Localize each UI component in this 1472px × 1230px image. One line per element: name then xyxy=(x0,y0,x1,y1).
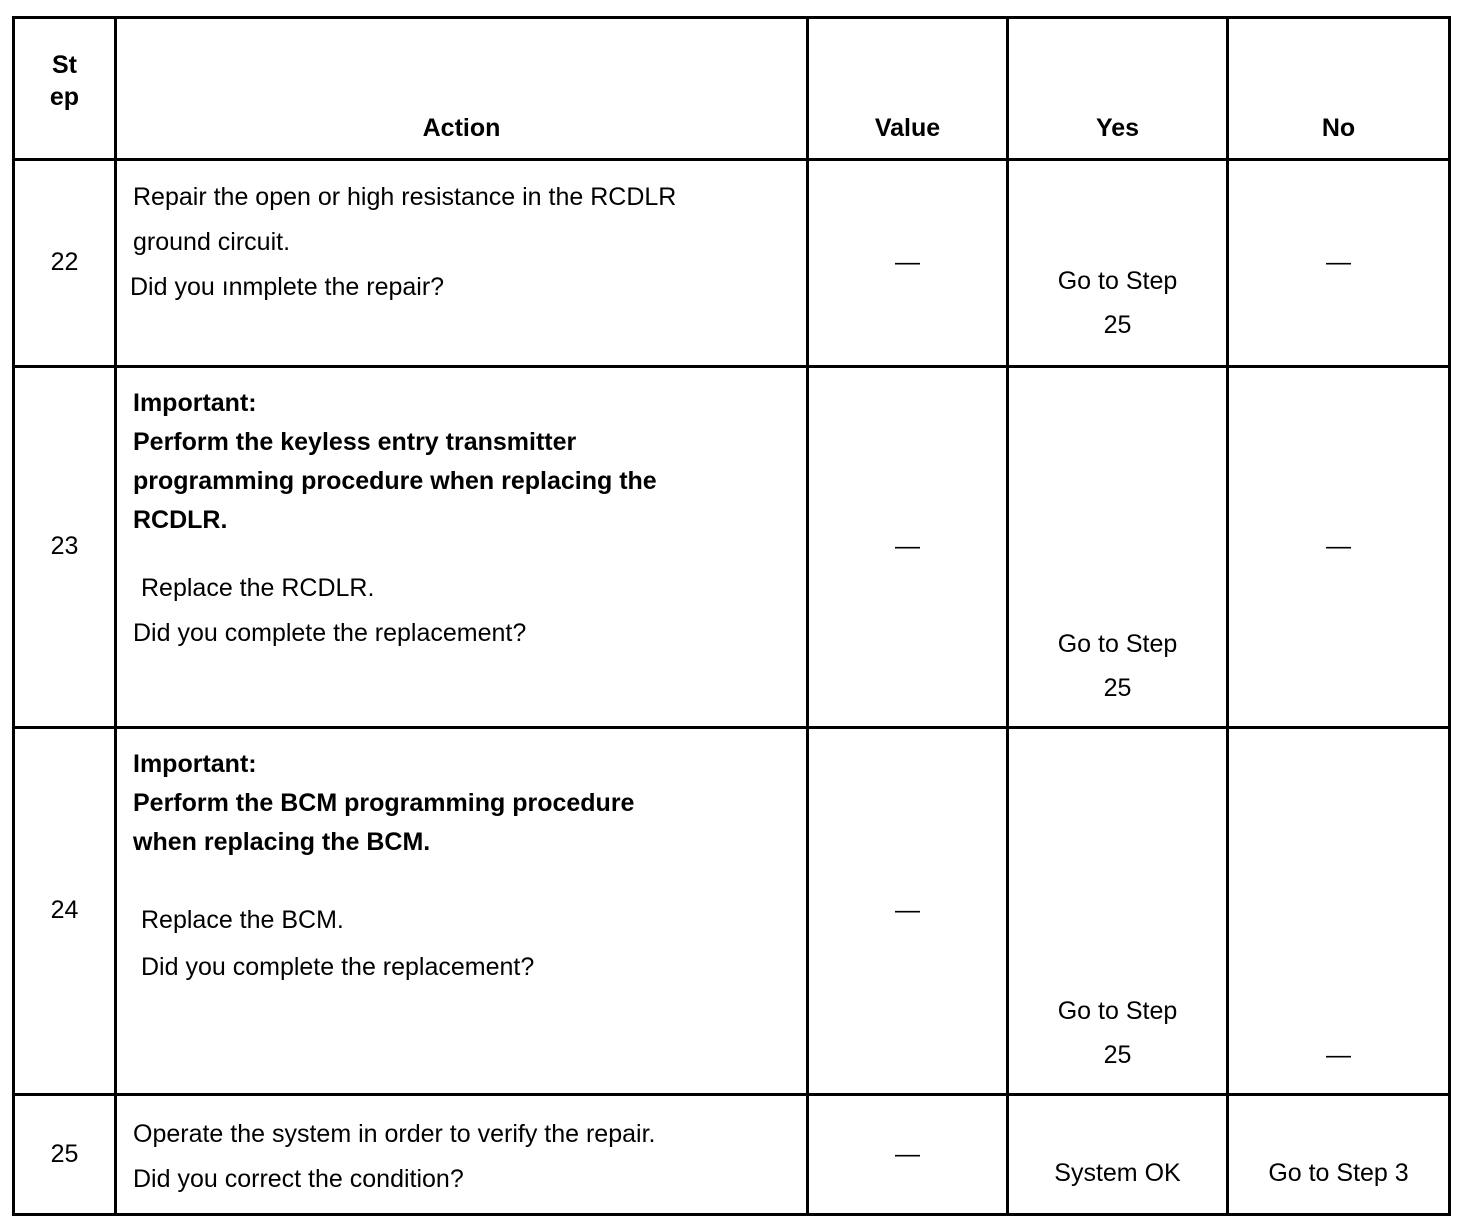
action-cell xyxy=(116,728,808,1095)
value-cell: — xyxy=(808,1095,1008,1215)
no-cell xyxy=(1228,1095,1450,1215)
header-value: Value xyxy=(808,18,1008,160)
action-line: Repair the open or high resistance in the RCDLR xyxy=(133,183,677,211)
step-number: 25 xyxy=(14,1095,116,1215)
header-step-line1: St xyxy=(52,51,77,80)
important-line: Perform the keyless entry transmitter xyxy=(133,428,577,456)
no-value: Go to Step 3 xyxy=(1268,1159,1409,1187)
yes-cell xyxy=(1008,728,1228,1095)
header-yes: Yes xyxy=(1008,18,1228,160)
yes-line: Go to Step xyxy=(1057,997,1178,1025)
table-row-23 xyxy=(14,367,1450,728)
no-cell: — xyxy=(1228,160,1450,367)
no-cell xyxy=(1228,728,1450,1095)
value-cell: — xyxy=(808,728,1008,1095)
yes-line: 25 xyxy=(1103,674,1132,702)
action-line: Did you correct the condition? xyxy=(133,1165,464,1193)
yes-line: Go to Step xyxy=(1057,630,1178,658)
no-cell: — xyxy=(1228,367,1450,728)
header-no: No xyxy=(1228,18,1450,160)
action-line: Replace the RCDLR. xyxy=(141,574,375,602)
action-line: Did you complete the replacement? xyxy=(133,619,527,647)
important-line: programming procedure when replacing the xyxy=(133,467,657,495)
action-line: Replace the BCM. xyxy=(141,906,344,934)
table-row-25 xyxy=(14,1095,1450,1215)
yes-cell xyxy=(1008,367,1228,728)
header-action: Action xyxy=(116,18,808,160)
header-row xyxy=(14,18,1450,160)
yes-line: System OK xyxy=(1054,1159,1181,1187)
value-cell: — xyxy=(808,160,1008,367)
spacer xyxy=(133,540,790,566)
header-step-line2: ep xyxy=(49,82,80,111)
yes-cell xyxy=(1008,1095,1228,1215)
no-value: — xyxy=(1326,1041,1351,1069)
action-cell xyxy=(116,1095,808,1215)
value-cell: — xyxy=(808,367,1008,728)
table-row-24 xyxy=(14,728,1450,1095)
important-line: Perform the BCM programming procedure xyxy=(133,789,635,817)
action-line: Did you complete the replacement? xyxy=(141,953,535,981)
action-cell xyxy=(116,367,808,728)
action-line: Did you ınmplete the repair? xyxy=(130,273,445,301)
step-number: 24 xyxy=(14,728,116,1095)
yes-cell xyxy=(1008,160,1228,367)
yes-line: 25 xyxy=(1103,311,1132,339)
step-number: 22 xyxy=(14,160,116,367)
spacer xyxy=(133,862,790,898)
important-label: Important: xyxy=(133,750,257,778)
table-row-22 xyxy=(14,160,1450,367)
important-line: RCDLR. xyxy=(133,506,228,534)
yes-line: 25 xyxy=(1103,1041,1132,1069)
action-line: Operate the system in order to verify the repair. xyxy=(133,1120,656,1148)
important-label: Important: xyxy=(133,389,257,417)
header-step xyxy=(14,18,116,160)
important-line: when replacing the BCM. xyxy=(133,828,431,856)
diagnostic-table xyxy=(12,16,1451,1216)
step-number: 23 xyxy=(14,367,116,728)
action-cell xyxy=(116,160,808,367)
action-line: ground circuit. xyxy=(133,228,291,256)
yes-line: Go to Step xyxy=(1057,267,1178,295)
